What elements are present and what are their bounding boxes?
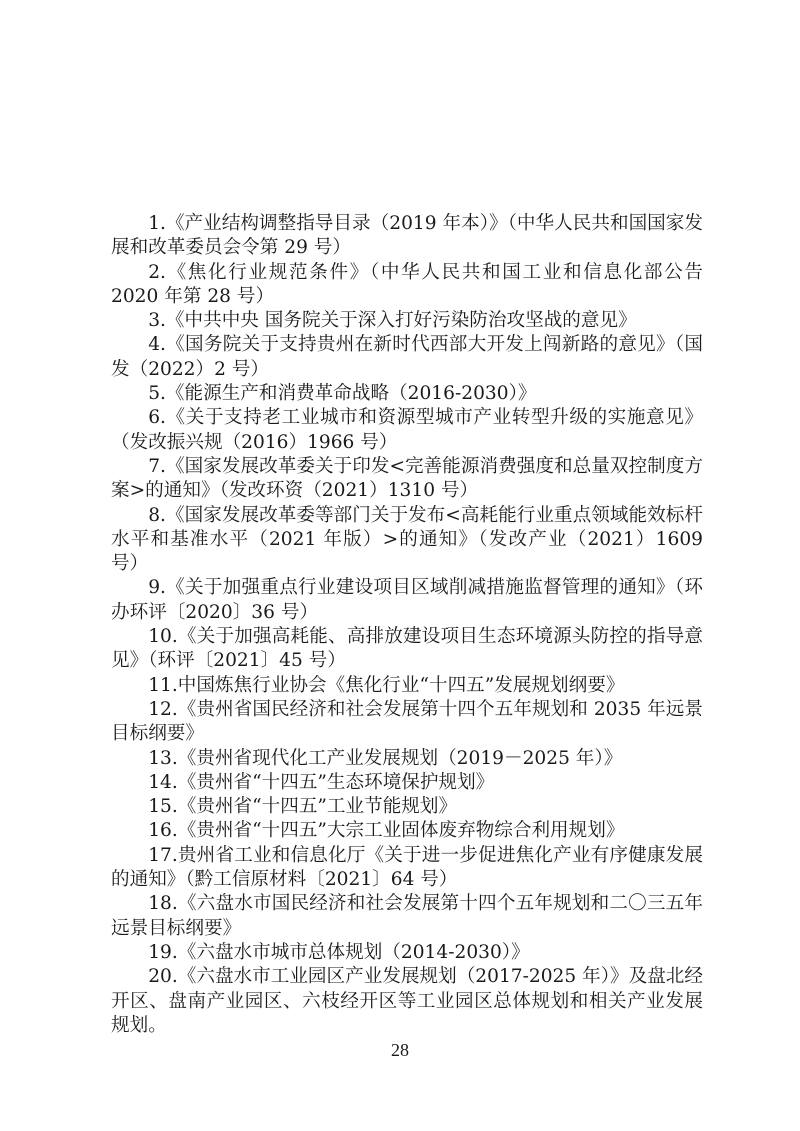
list-item: 2.《焦化行业规范条件》（中华人民共和国工业和信息化部公告 2020 年第 28 号）: [111, 261, 703, 307]
page-number: 28: [391, 1040, 409, 1060]
list-item: 15.《贵州省“十四五”工业节能规划》: [148, 796, 458, 818]
list-item: 17.贵州省工业和信息化厅《关于进一步促进焦化产业有序健康发展的通知》（黔工信原材料〔2021〕64 号）: [111, 844, 703, 891]
list-item: 13.《贵州省现代化工产业发展规划（2019－2025 年）》: [148, 747, 623, 769]
list-item: 1.《产业结构调整指导目录（2019 年本）》（中华人民共和国国家发展和改革委员会令第 29 号）: [111, 213, 703, 259]
list-item: 19.《六盘水市城市总体规划（2014-2030）》: [148, 941, 530, 963]
list-item: 6.《关于支持老工业城市和资源型城市产业转型升级的实施意见》（发改振兴规（2016）1966 号）: [111, 407, 703, 453]
list-item: 8.《国家发展改革委等部门关于发布<高耗能行业重点领域能效标杆水平和基准水平（2021 年版）>的通知》（发改产业（2021）1609 号）: [111, 504, 703, 575]
list-item: 18.《六盘水市国民经济和社会发展第十四个五年规划和二〇三五年远景目标纲要》: [111, 893, 703, 939]
list-item: 20.《六盘水市工业园区产业发展规划（2017-2025 年）》及盘北经开区、盘南产业园区、六枝经开区等工业园区总体规划和相关产业发展规划。: [111, 966, 703, 1036]
list-item: 4.《国务院关于支持贵州在新时代西部大开发上闯新路的意见》（国发（2022）2 号）: [111, 334, 703, 380]
list-item: 10.《关于加强高耗能、高排放建设项目生态环境源头防控的指导意见》（环评〔2021〕45 号）: [111, 626, 703, 672]
reference-list: [111, 212, 703, 1038]
list-item: 14.《贵州省“十四五”生态环境保护规划》: [148, 771, 495, 793]
list-item: 16.《贵州省“十四五”大宗工业固体废弃物综合利用规划》: [148, 820, 625, 842]
list-item: 12.《贵州省国民经济和社会发展第十四个五年规划和 2035 年远景目标纲要》: [111, 698, 703, 745]
list-item: 5.《能源生产和消费革命战略（2016-2030）》: [148, 383, 537, 405]
list-item: 3.《中共中央 国务院关于深入打好污染防治攻坚战的意见》: [148, 310, 637, 332]
list-item: 7.《国家发展改革委关于印发<完善能源消费强度和总量双控制度方案>的通知》（发改环资（2021）1310 号）: [111, 455, 703, 502]
list-item: 9.《关于加强重点行业建设项目区域削减措施监督管理的通知》（环办环评〔2020〕36 号）: [111, 577, 703, 623]
list-item: 11.中国炼焦行业协会《焦化行业“十四五”发展规划纲要》: [148, 674, 625, 696]
